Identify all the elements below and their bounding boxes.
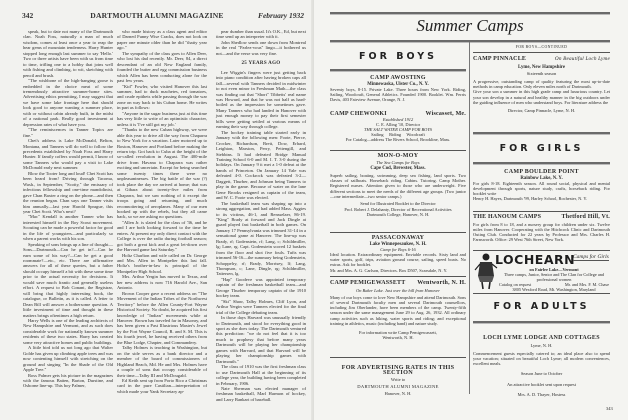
- camp-name: MON-O-MOY: [377, 153, 419, 159]
- established: Established 1912: [382, 117, 414, 123]
- camp-name: LOCH LYME LODGE AND COTTAGES: [483, 335, 600, 341]
- tagline: Camp for Boys 6-16: [380, 247, 416, 253]
- camp-location: Wentworth, N. H.: [417, 280, 466, 286]
- magazine-name: DARTMOUTH ALUMNI MAGAZINE: [357, 384, 439, 390]
- divider: [473, 321, 610, 324]
- camp-location: Lyme, New Hampshire: [518, 65, 565, 71]
- camp-location: Lyme, N. H.: [530, 343, 553, 349]
- page-number: 343: [606, 406, 613, 411]
- ad-hanoum-camps: [473, 215, 610, 242]
- article-paragraph: "Allen Jr. is slated for the class of '36, and he and I are both looking forward to the time he enters. At present my only direct contact with the College is over the radio during football season; got both a great kick and a great let-down over the Harvard game last Saturday.": [117, 219, 207, 253]
- advertising-rates-notice: [330, 365, 466, 396]
- article-paragraph: speak, but to date not many of the Dartmouth clan. Noah Foss, naturally a man of much wisdom, comes at least once a year to reap the hear gems of mountain tenderness. Harry Hunter stopped long enough last summer to say 'Hello.' Two or three artists have been with us from time to time, trifling one to a hobby that joins well with fishing and climbing, to wit, sketching with pencil and brush.: [23, 29, 113, 78]
- text-column-1: [23, 29, 113, 401]
- ad-camp-pinnacle: [473, 57, 610, 113]
- director: C. E. Alling '10, Director: [375, 122, 421, 128]
- camp-location: Wiscasset, Me.: [425, 111, 466, 117]
- article-paragraph: The hockey training table started early in January with the following men: Foote, Pierce, Crocker, Richardson, Brett, Dow, Erhard, Leighton, Marston, Perry, Pettengill, and Stebbins. It had defeated Bridge Manual Training School 6-0 and M. I. T. 3-0 during the holidays. On January 9 it met a 1-0 defeat at the hands of Princeton. On January 14 Yale was defeated 4-0. Cockrock was defeated 3-2—Daggett, Thurber, and Johnson being Tanners to play in the game. Because of water on the lane Gene Brooks resigned as captain of the team, and W. C. Foote was elected.: [216, 129, 306, 201]
- article-paragraph: John Shedlow sends one down from Montreal in the real "Parlez-vous" lingo—it bothered us not—and the verse was very fine.: [216, 39, 306, 56]
- issue-date: February 1932: [257, 11, 304, 20]
- text-column-3: [216, 29, 306, 402]
- contact-address: Dartmouth College, Hanover, N. H.: [366, 211, 430, 217]
- camp-description: Give your son a summer in this high grade camp and luxurious country. Let your son develop in a natural and healthy manner in the big outdoors under the guiding influence of men who understand boys. For literature address the: [473, 89, 610, 105]
- contact: Mrs. A. D. Thayer, Hostess: [517, 391, 566, 397]
- contact-address: 3805 Wexford Road, Mt. Washington, Maryland: [512, 287, 596, 292]
- article-paragraph: Blow the Tooter long and loud! Chet Scott has been heard from! Driving through Tacoma, Wash., in September, "Scotty," the emissary of infectious fellowship and one-time mandolinist, gave Chan Baxter a ring on the phone—and then the reunion began. Chan says one Tanner visits him annually—last year Harold Sprague, this year Chet Scott. Who's next?: [23, 170, 113, 214]
- camp-description: Seventy boys, 8-15. Private Lake. Three hours from New York. Riding, Sailing, Woodcraft, General Athletics. Founded 1900. Booklet. Wm. Ferris Davis, 403 Fairview Avenue, Orange, N. J.: [330, 87, 466, 103]
- article-paragraph: "Kid" Fowler, who visited Hanover this last summer, had to duck machetes, red tomatoes, and crude epithets while passing through the war zone on way back to his Cuban home. He writes in part as follows:: [117, 83, 207, 111]
- camp-name: PASSACONAWAY: [371, 235, 425, 241]
- camp-name: CAMP PINNACLE: [473, 56, 527, 62]
- ad-lochearn: [473, 252, 610, 292]
- article-paragraph: The class of 1910 was the first freshman class to use Dartmouth Hall at the beginning of its college year, the building having been completed in February, 1906.: [216, 364, 306, 386]
- ad-camp-pemigewassett: [330, 281, 466, 340]
- article-paragraph: "Thanks to the new Cuban highway, we were able this year to drive all the way from Chaparra to New York for a vacation. Later motored up to Boston, Hanover and Portland before making the return trip. Got back to Cuba at the height of the so-called revolution in August. The 400-mile drive from Havana to Chaparra was rather exciting and uncertain. Except for being searched some twenty times there were no unpleasantnesses. The big battle of the war (?) took place the day we arrived at home; that was at Gibara about twenty-five miles from Chaparra, but we saw nothing of it except the troops going and returning, and much reconnoitering of aeroplanes. Many of our men hooked up with the rebels, but they all came back, so we are asking no questions.: [117, 127, 208, 220]
- divider: [330, 69, 466, 72]
- divider: [330, 276, 466, 277]
- article-paragraph: "The reminiscences in Tanner Topics are fine.": [23, 127, 113, 138]
- camp-location: Rainbow Lake, N. Y.: [520, 176, 563, 182]
- camp-description: Three camps, Junior, Senior and The Clan for College and professional women: [503, 272, 605, 282]
- article-paragraph: Ed Keith sent up from Porto Rico a Christmas card in the pure Castilian—interpretation of which made your Yank Secretary ap-: [117, 378, 207, 394]
- camp-description: A progressive, outstanding camp of quality featuring the most up-to-date methods in camp education. Only eleven miles north of Dartmouth.: [473, 79, 610, 90]
- ad-camp-boulder-point: [473, 170, 610, 202]
- scottish-girl-illustration-icon: [475, 252, 497, 290]
- article-paragraph: Speaking of sons brings up a line of thought—Sons—Dartmouth—Can he get in?—Can he earn some of his way?—Can he get a good roommate?—etc., etc. There are affirmative answers for all of these queries, but a father should occupy himself a bit with these some time prior to the actual necessity for decisions. It would save much frantic and generally useless effort. A request to Bob Conant, the Registrar, will bring that highly interesting book, the catalogue, or Bulletin, as it is called. A letter to Dean Bill will answer a bothersome question. A little investment of time and thought in these matters brings oftentimes a high return.: [23, 241, 113, 318]
- camp-location: on Fairlee Lake—Vermont: [529, 267, 579, 272]
- article-paragraph: Mrs. Arthur Yergin has moved to Texas, and her new address is now 716 Harold Ave., San Antonio.: [117, 274, 207, 291]
- article-paragraph: Nate Sherman was elected manager of freshman basketball, Marl Harmon of hockey, and Larry Bankart of baseball.: [216, 386, 306, 402]
- tagline: On Beautiful Loch Lyme: [554, 56, 610, 62]
- camp-description: For girls from 8 to 18, and a nursery group for children under six. Twelve miles from Hanover. Cooperating with the Hitchcock Clinic and Dartmouth Outing Club. Conducted for 22 years by Professor and Mrs. Charles H. Farnsworth. Office: 29 West 76th Street, New York.: [473, 222, 610, 243]
- divider: [330, 12, 610, 15]
- tagline: On Baker Lake. Just over the hill from Hanover: [356, 288, 440, 294]
- camp-description: For girls 8-18. Eighteenth season. All round social, physical and mental development through sports, nature study, crafts, horseback riding. For booklet write: [473, 181, 610, 197]
- notice-heading: FOR ADVERTISING RATES IN THIS SECTION: [341, 364, 455, 377]
- camp-location: Minnewaska, Ulster Co., N. Y.: [367, 82, 429, 88]
- article-paragraph: Lee Wiggin's fingers were just getting back into piano condition after having broken caps all fall—several with Tanners decided in midwinter to not even minor in Freshman Math—the class was finding out that "Short" Tibbetts' real name was Howard, and that he was not half as hard-boiled as the impression he sometimes gave. Many Tanners who had landed in Hanover with just enough money to pay their first semester bills were getting settled at various means of earning their way through college.: [216, 69, 306, 130]
- notice-text: Write to: [390, 377, 406, 383]
- ad-mon-o-moy: [330, 154, 466, 217]
- camp-name: THE HANOUM CAMPS: [473, 214, 542, 220]
- section-heading-for-girls: FOR GIRLS: [499, 143, 584, 154]
- catalog-note: Catalog on request: [499, 282, 532, 287]
- contact-address: Wentworth, N. H.: [382, 334, 414, 340]
- tagline: THE SALT WATER CAMP FOR BOYS: [364, 127, 432, 133]
- divider: [473, 52, 610, 53]
- section-heading-for-adults: FOR ADULTS: [493, 301, 590, 312]
- tagline: Camps for Girls: [573, 254, 609, 260]
- column-divider: [469, 42, 470, 394]
- page-number: 342: [22, 11, 34, 20]
- camp-description: Commencement guests especially catered to; an ideal place also to spend your vacation; situated on beautiful Loch Lyme; all modern conveniences, excellent meals.: [473, 351, 610, 367]
- camp-description: Ideal location. Extraordinary equipment. Enviable records. Sixty land and water sports, golf, trips, aviation ground course, sailing, speed boats. No extras. Ask for booklet.: [330, 252, 466, 268]
- camp-name: CAMP AWOSTING: [370, 75, 426, 81]
- contact: Mr. and Mrs. A. G. Carlson, Directors. Box D507, Scarsdale, N. Y.: [330, 267, 448, 273]
- magazine-address: Hanover, N. H.: [384, 391, 412, 397]
- article-paragraph: Harry Wells is one of the leading architects of New Hampshire and Vermont, and as such does considerable work for nationally known summer residents of these two states. Harry has created some very attractive homes and public buildings.: [23, 318, 113, 345]
- article-paragraph: "Ski" Shaw, Talby Holmes, Cliff Lyon, and Arthur Yergin were Tanners elected for the final trial of the College debating team.: [216, 298, 306, 315]
- activities: Sailing Riding Woodcraft: [371, 132, 425, 138]
- page-title: Summer Camps: [416, 16, 524, 35]
- article-paragraph: "The wishbone of the high-hanging goose is embedded in the choice meat of some tremendously attractive summer-home sites. Advertising ethics permitting, I may suggest that we have some lake frontage here that should look good to anyone wanting a summer place, with or without cabin already built, in the midst of a national park. Really good investment at depression rates of what have you.: [23, 78, 113, 127]
- running-header-title: DARTMOUTH ALUMNI MAGAZINE: [90, 11, 224, 20]
- article-paragraph: In those days Harvard was unusually friendly to Dartmouth, and stood for everything good in sport as she does today. The Dartmouth ventured this prediction: "we do not feel that it is too much to prophesy that before many years Dartmouth will be playing her championship games with Harvard, and that Harvard will be playing her championship games with Dartmouth.": [216, 315, 306, 364]
- article-paragraph: pear dumber than usual. It's O.K., Ed, but next time send up an interpreter with it.: [216, 29, 306, 40]
- camp-name-logo: LOCHEARN: [495, 252, 576, 267]
- camp-description: Many of our boys come to love New Hampshire and attend Dartmouth. Sons of several Dartmouth faculty men and several Dartmouth counsellors, including Jim Oberlander, have been members of the camp. Twenty-fifth season under the same management June 29 to Aug. 26, 1932. All ordinary camp activities such as hiking, water sports and riding; and exceptional training in athletics, music (including band) and nature study.: [330, 295, 466, 326]
- camp-name: CAMP BOULDER POINT: [504, 169, 579, 175]
- season: Sixteenth season: [526, 71, 557, 77]
- directors: Mr. and Mrs. F. M. Chase: [564, 282, 609, 287]
- booklet-note: An attractive booklet sent upon request: [507, 381, 576, 387]
- article-paragraph: A little bird told us not long ago that Walter Golde has given up climbing apple trees and was now contenting himself with stretching on the ground and singing "In the Shade of the Old Apple Tree.": [23, 345, 113, 373]
- divider: [473, 250, 610, 251]
- divider: [330, 40, 610, 43]
- camp-location: Lake Winnepesaukee, N. H.: [369, 242, 427, 248]
- divider: [330, 232, 466, 233]
- booklet-note: Send for Illustrated Booklet to the Director: [360, 200, 436, 206]
- season: Season June to October: [520, 371, 563, 377]
- tagline: The Sea Camps for Boys: [376, 160, 420, 166]
- article-paragraph: Talby Holmes is teaching in Washington, but on the side serves as a bank director and a member of the board of commissioners of Highland Beach, Md. He and Mrs. Holmes have a couple of sons that occupy considerable of their time—Talby III and McDougald.: [117, 345, 207, 378]
- section-heading-boys-continued: FOR BOYS—CONTINUED: [515, 45, 568, 49]
- contact: For Catalog—address The Rivers School, Brookline, Mass.: [345, 137, 451, 143]
- article-paragraph: Holtz Charlton and wife called on Dr. George and Mrs. Allen in Montpelier this last fall. Holtz's brother-in-law is principal of the Montpelier High School.: [117, 252, 207, 274]
- camp-location: Cape Cod, Brewster, Mass.: [370, 166, 426, 172]
- ad-camp-awosting: [330, 76, 466, 102]
- article-paragraph: The basketball team was shaping up into a strong aggregation, and had added Mass. Aggies to its victims, 46-1, and Rensselaer, 86-19. "King" Brady at forward and Jack Dingle at guard played fast basketball in both games. On January 17 Pennsylvania was trimmed 31-14 in a sensational game at Hanover. The line-up was Brady, rf; Godenstein, rf; Lang, c; Schildmiller, lg; Lane, rg. Capt. Godenstein scored 12 baskets from the floor and shot five fouls. Tufts was trimmed 56-16—the summary being Godenstein, Schoppelry, rf; Brady, Morrisey, lf; Lang, Thompson, c; Lane, Dingle, rg; Schildmiller, Tattersen, lg.: [216, 200, 306, 277]
- divider: [473, 293, 610, 294]
- divider: [330, 357, 466, 358]
- article-paragraph: "Mac" Kendall is another Tanner who has interested himself in the Boy Scout movement. Scouting can be made a powerful factor for good in the life of youngsters—and particularly so when a parent works with his son.: [23, 214, 113, 242]
- divider: [473, 211, 610, 212]
- section-heading: 25 YEARS AGO: [241, 61, 281, 67]
- ad-loch-lyme-lodge: [473, 336, 610, 397]
- camp-location: Thetford Hill, Vt.: [561, 214, 610, 220]
- camp-name: CAMP CHEWONKI: [330, 111, 387, 117]
- divider: [473, 162, 610, 165]
- contact: Prof. Robert J. Delahanty, Director of Recreational Activities: [344, 206, 452, 212]
- contact: Henry H. Hayes, Dartmouth '99, Harley School, Rochester, N. Y.: [473, 196, 588, 202]
- section-heading-for-boys: FOR BOYS: [359, 51, 437, 62]
- ad-passaconaway: [330, 236, 466, 273]
- divider: [330, 150, 466, 151]
- contact: For information write Camp Pemigewassett,: [359, 329, 437, 335]
- camp-name: CAMP PEMIGEWASSETT: [330, 280, 406, 286]
- ad-camp-chewonki: [330, 112, 466, 143]
- camp-description: Superb sailing, boating, swimming, deep sea fishing, land sports. Two classes of sailboats. Horseback riding. Cabins. Tutoring. Camp Mother. Registered nurses. Attention given to those who are underweight. Five different sections to meet the needs of the different age groups. (Two junior—one intermediate—two senior camps.): [330, 173, 466, 199]
- article-paragraph: Ross Palmer gets his picture in the magazines with the famous Batten, Barton, Durstine, and Osborne line-up. This boy Palmer,: [23, 372, 113, 389]
- text-column-2: [117, 29, 207, 401]
- article-paragraph: Chet's address is Lake McDonald, Belton, Montana, and Tanners will do well to follow the precedents established by Noah Foss and Harry Hunter. If family coffers would permit, I know of some Tanners who would pay a visit to Lake McDonald early next summer.: [23, 138, 113, 171]
- divider: [473, 132, 610, 135]
- article-paragraph: who made history as a class agent and editor of Darned Funny Wise Cracks, does not look on paper one minute older than he did "thatty year ago.": [117, 29, 207, 51]
- article-paragraph: "Hap" Goodeve was appointed temporary captain of the freshman basketball team—and George Thurber temporary captain of the 1910 hockey team.: [216, 276, 306, 299]
- article-paragraph: Brown Cooper gave a recent address on "The Movement of the Indian Tribes of the Northwest Territory" before the Allen County-Fort Wayne Historical Society. No doubt, he acquired his first knowledge of "Indian" movements while at Hanover. Brown has traveled far in Masonry, and has been given a Past Illustrious Master's Jewel by the Fort Wayne Council, R. and S. M. This is his fourth jewel, he having received others from the Blue Lodge, Chapter, and Commandery.: [117, 290, 207, 345]
- contact: Director, Camp Pinnacle, Lyme, N. H.: [507, 107, 576, 113]
- article-paragraph: The sympathy of the class goes to Allen Deer, who lost his dad recently. Mr. Deer, 84, a direct descendant of an old New England family, founded the butter and egg commission business which Allen has been conducting alone for the past few years.: [117, 50, 207, 84]
- article-paragraph: "Anyone in the sugar business just at this time has very little to write of an optimistic character, unless it is 'I've still got my job.': [117, 110, 207, 127]
